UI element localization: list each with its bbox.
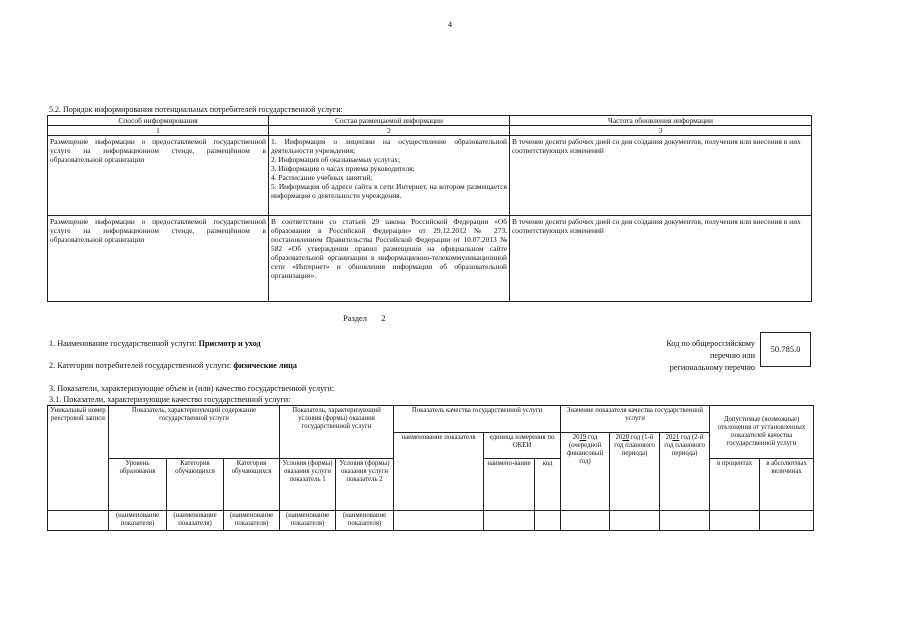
header-quality-value: Значение показателя качества государственной услуги [561, 406, 710, 433]
section-label: Раздел [343, 313, 368, 323]
informing-table-header [48, 116, 812, 126]
indicator-name-hint: (наименование показателя) [280, 511, 336, 531]
header-absolute: в абсолютных величинах [760, 459, 814, 511]
empty-cell [484, 511, 535, 531]
header-condition-2: Условия (формы) оказания услуги показатель 2 [336, 459, 394, 511]
page-number: 4 [448, 20, 452, 29]
empty-cell [535, 511, 561, 531]
header-conditions-indicator: Показатель, характеризующий условия (формы) оказания государственной услуги [280, 406, 394, 459]
content-line: 2. Информация об оказываемых услугах; [271, 155, 401, 165]
empty-cell [660, 511, 710, 531]
informing-table-col-numbers [48, 126, 812, 136]
year-suffix: год (1-й год планового периода) [614, 434, 655, 458]
item-3: 3. Показатели, характеризующие объем и (или) качество государственной услуги: [49, 384, 335, 393]
empty-cell [48, 511, 109, 531]
year-prefix: 20 [572, 434, 580, 441]
informing-content: В соответствии со статьей 29 закона Российской Федерации «Об образовании в Российской Федерации» от 29.12.2012 № 273, постановлением Правительства Российской Федерации от 10.07.2013 № 582 «Об утверждении правил размещения на официальном сайте образовательной организации в информационно-телекоммуникационной сети «Интернет» и обновления информации об образовательной организации». [269, 216, 510, 302]
empty-cell [760, 511, 814, 531]
quality-table [47, 405, 814, 531]
service-name-label: 1. Наименование государственной услуги: [49, 339, 197, 348]
indicator-name-hint: (наименование показателя) [109, 511, 167, 531]
col-number: 2 [269, 126, 510, 136]
year-number: 20 [622, 434, 630, 441]
empty-cell [394, 511, 484, 531]
section-5-2-title: 5.2. Порядок информирования потенциальных потребителей государственной услуги: [49, 105, 343, 114]
header-unit: единица измерения по ОКЕИ [484, 433, 561, 459]
item-3-1: 3.1. Показатели, характеризующие качество государственной услуги: [49, 395, 291, 404]
header-quality-indicator: Показатель качества государственной услуги [394, 406, 561, 433]
table-row [48, 216, 812, 302]
year-prefix: 20 [665, 434, 673, 441]
registry-code-label [610, 338, 755, 374]
empty-cell [610, 511, 660, 531]
informing-content [269, 136, 510, 216]
empty-cell [561, 511, 610, 531]
header-frequency: Частота обновления информации [510, 116, 812, 126]
consumers-value: физические лица [233, 361, 297, 370]
header-student-category: Категория обучающихся [224, 459, 280, 511]
registry-code-value: 50.785.0 [770, 344, 801, 355]
code-label-line: региональному перечню [669, 362, 755, 372]
indicator-name-hint: (наименование показателя) [167, 511, 224, 531]
section-heading [343, 313, 386, 323]
header-deviation: Допустимые (возможные) отклонения от установленных показателей качества государственной услуги [710, 406, 814, 459]
header-student-category: Категория обучающихся [167, 459, 224, 511]
header-indicator-name: наименование показателя [394, 433, 484, 511]
code-label-line: Код по общероссийскому [666, 339, 755, 348]
header-condition-1: Условия (формы) оказания услуги показатель 1 [280, 459, 336, 511]
year-suffix: год (2-й год планового периода) [664, 434, 705, 458]
informing-frequency: В течение десяти рабочих дней со дня создания документов, получения или внесения в них соответствующих изменений [510, 216, 812, 302]
col-number: 1 [48, 126, 269, 136]
col-number: 3 [510, 126, 812, 136]
content-line: 1. Информация о лицензии на осуществление образовательной деятельности учреждения; [271, 137, 507, 156]
year-number: 19 [579, 434, 587, 441]
year-prefix: 20 [615, 434, 623, 441]
header-content-indicator: Показатель, характеризующий содержание государственной услуги [109, 406, 280, 459]
table-row [48, 136, 812, 216]
code-label-line: перечню или [709, 350, 755, 360]
header-education-level: Уровень образования [109, 459, 167, 511]
indicator-name-hint: (наименование показателя) [224, 511, 280, 531]
header-year-2 [610, 433, 660, 511]
informing-method: Размещение информации о предоставляемой государственной услуге на информационном стенде, размещённом в образовательной организации [48, 216, 269, 302]
header-unit-name: наимено-вание [484, 459, 535, 511]
content-line: 3. Информация о часах приема руководителя; [271, 164, 415, 174]
empty-cell [710, 511, 760, 531]
header-unit-code: код [535, 459, 561, 511]
year-suffix: год (очередной финансовый год) [566, 434, 604, 466]
service-name-value: Присмотр и уход [198, 339, 261, 348]
informing-table [47, 115, 812, 302]
header-unique-number: Уникальный номер реестровой записи [48, 406, 109, 511]
table-row [48, 511, 814, 531]
header-year-1 [561, 433, 610, 511]
header-year-3 [660, 433, 710, 511]
informing-frequency: В течение десяти рабочих дней со дня создания документов, получения или внесения в них соответствующих изменений [510, 136, 812, 216]
year-number: 21 [672, 434, 680, 441]
indicator-name-hint: (наименование показателя) [336, 511, 394, 531]
content-line: 5. Информация об адресе сайта в сети Интернет, на котором размещается информация о деятельности учреждения. [271, 182, 507, 201]
consumers-label: 2. Категории потребителей государственной услуги: [49, 361, 232, 370]
content-line: 4. Расписание учебных занятий; [271, 173, 373, 183]
header-content: Состав размещаемой информации [269, 116, 510, 126]
header-percent: в процентах [710, 459, 760, 511]
informing-method: Размещение информации о предоставляемой государственной услуге на информационном стенде, размещённом в образовательной организации [48, 136, 269, 216]
section-number: 2 [381, 313, 386, 323]
registry-code-box [760, 332, 811, 367]
consumers-line [49, 361, 297, 371]
header-method: Способ информирования [48, 116, 269, 126]
service-name-line [49, 339, 261, 349]
